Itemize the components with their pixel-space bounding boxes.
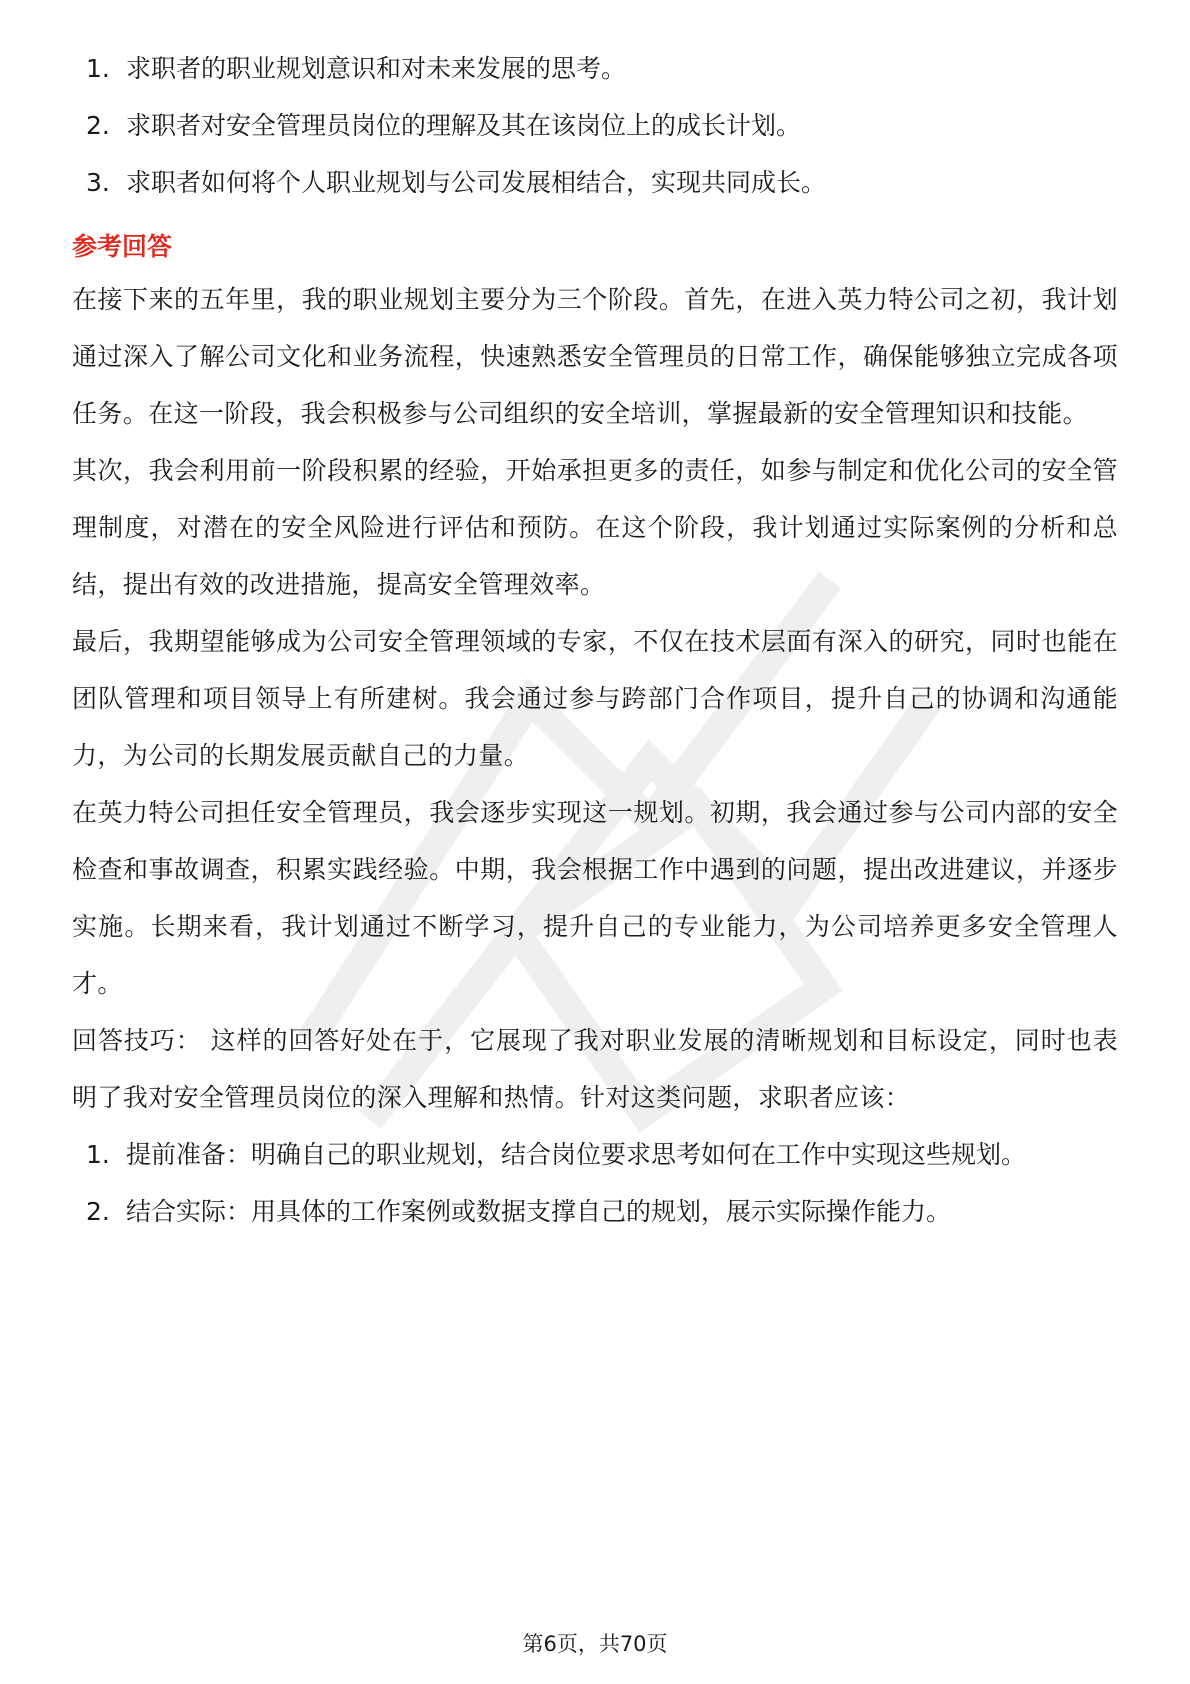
answer-paragraph: 在接下来的五年里，我的职业规划主要分为三个阶段。首先，在进入英力特公司之初，我计划通过深入了解公司文化和业务流程，快速熟悉安全管理员的日常工作，确保能够独立完成各项任务。在这一阶段，我会积极参与公司组织的安全培训，掌握最新的安全管理知识和技能。 (72, 285, 1118, 428)
list-item-text: 提前准备：明确自己的职业规划，结合岗位要求思考如何在工作中实现这些规划。 (126, 1140, 1027, 1169)
list-item (72, 1126, 1118, 1183)
list-item-text: 求职者如何将个人职业规划与公司发展相结合，实现共同成长。 (126, 168, 827, 197)
answer-tips-paragraph: 回答技巧： 这样的回答好处在于，它展现了我对职业发展的清晰规划和目标设定，同时也表明了我对安全管理员岗位的深入理解和热情。针对这类问题，求职者应该： (72, 1026, 1118, 1112)
list-item (72, 154, 1118, 211)
answer-paragraph: 其次，我会利用前一阶段积累的经验，开始承担更多的责任，如参与制定和优化公司的安全管理制度，对潜在的安全风险进行评估和预防。在这个阶段，我计划通过实际案例的分析和总结，提出有效的改进措施，提高安全管理效率。 (72, 456, 1118, 599)
list-number: 3. (86, 168, 110, 197)
list-number: 1. (86, 1140, 110, 1169)
main-content (72, 40, 1118, 1240)
section-heading: 参考回答 (72, 232, 173, 261)
list-number: 2. (86, 111, 110, 140)
answer-paragraph: 在英力特公司担任安全管理员，我会逐步实现这一规划。初期，我会通过参与公司内部的安全检查和事故调查，积累实践经验。中期，我会根据工作中遇到的问题，提出改进建议，并逐步实施。长期来看，我计划通过不断学习，提升自己的专业能力，为公司培养更多安全管理人才。 (72, 798, 1118, 998)
page-footer: 第6页，共70页 (522, 1632, 668, 1656)
list-number: 2. (86, 1197, 110, 1226)
answer-paragraph: 最后，我期望能够成为公司安全管理领域的专家，不仅在技术层面有深入的研究，同时也能在团队管理和项目领导上有所建树。我会通过参与跨部门合作项目，提升自己的协调和沟通能力，为公司的长期发展贡献自己的力量。 (72, 627, 1118, 770)
list-item (72, 1183, 1118, 1240)
list-number: 1. (86, 54, 110, 83)
tips-list (72, 1126, 1118, 1240)
list-item-text: 求职者的职业规划意识和对未来发展的思考。 (126, 54, 627, 83)
list-item (72, 40, 1118, 97)
list-item (72, 97, 1118, 154)
list-item-text: 求职者对安全管理员岗位的理解及其在该岗位上的成长计划。 (126, 111, 802, 140)
list-item-text: 结合实际：用具体的工作案例或数据支撑自己的规划，展示实际操作能力。 (126, 1197, 952, 1226)
question-focus-list (72, 40, 1118, 211)
